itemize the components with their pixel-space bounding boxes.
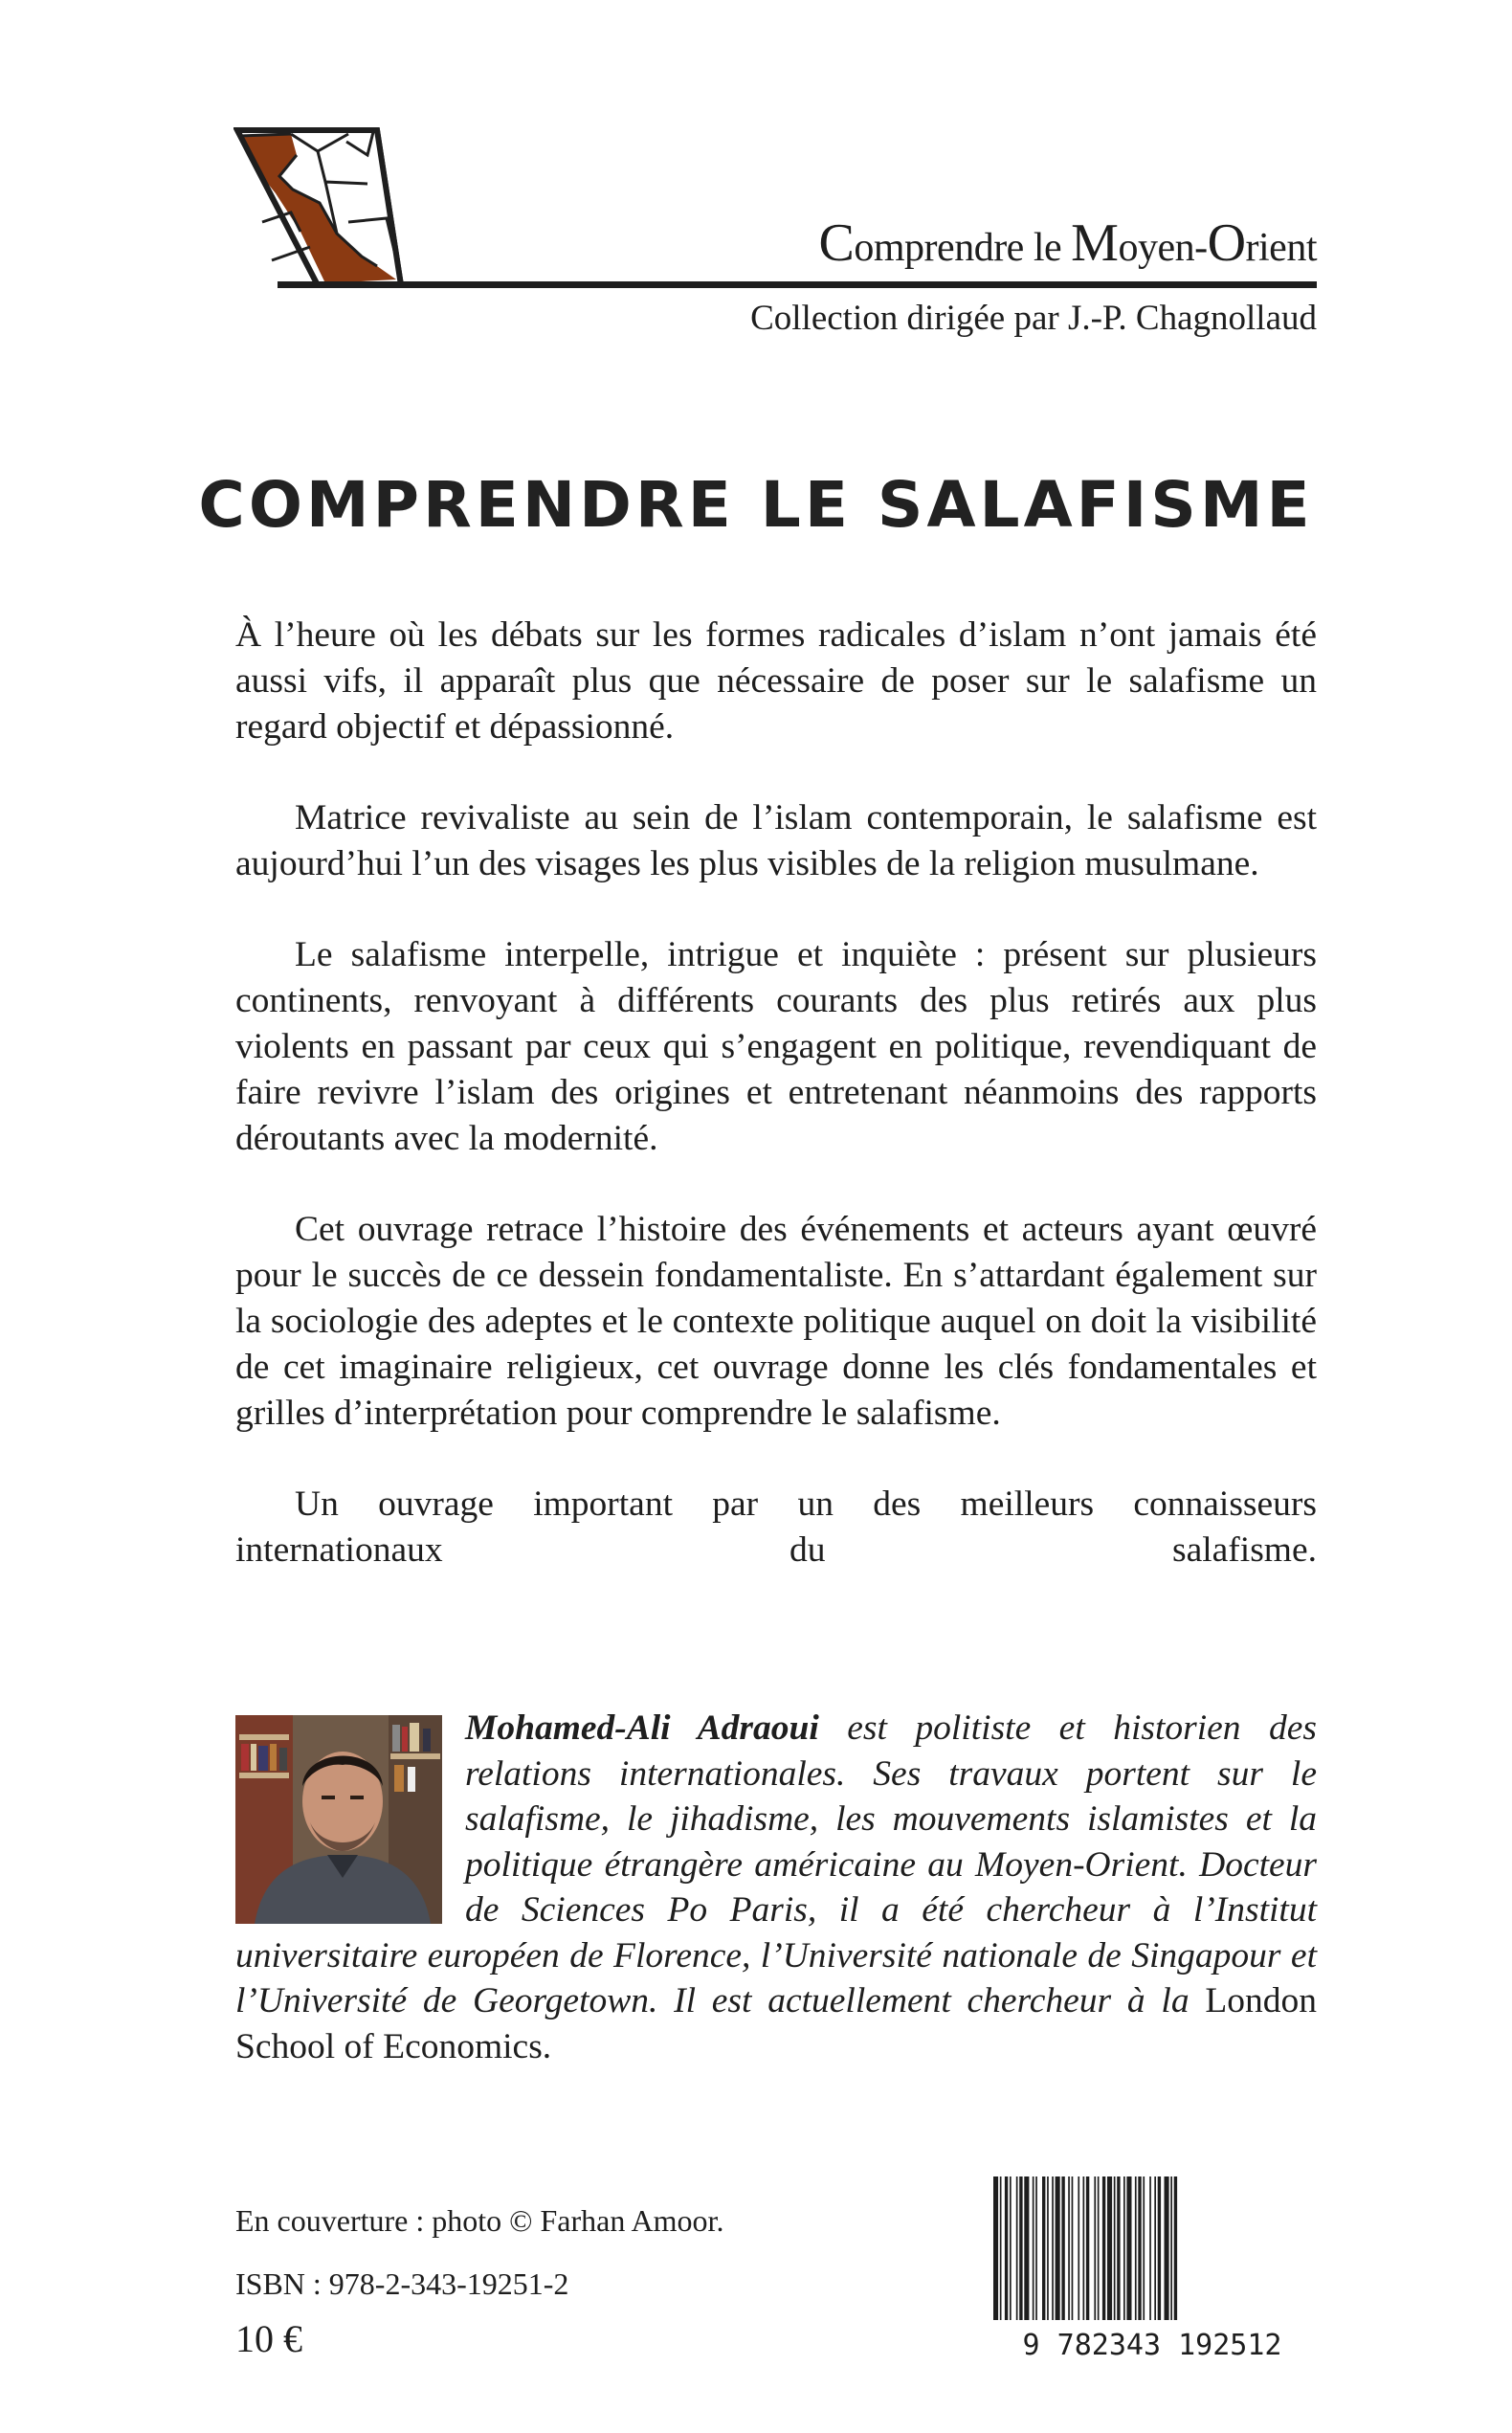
barcode-icon [988, 2176, 1317, 2358]
collection-director: Collection dirigée par J.-P. Chagnollaud [750, 299, 1317, 338]
author-bio [235, 1706, 1317, 2069]
collection-title-part: O [1207, 213, 1246, 273]
author-bio-text: est politiste et historien des relations internationales. Ses travaux portent sur le salafisme, le jihadisme, les mouvements islamistes et la politique étrangère américaine au Moyen-Orient. Docteur de Sciences Po Paris, il a été chercheur à l’Institut universitaire européen de Florence, l’Université nationale de Singapour et l’Université de Georgetown. Il est actuellement chercheur à la [235, 1708, 1317, 2020]
collection-title-part: oyen- [1118, 226, 1208, 270]
author-photo-icon [235, 1715, 442, 1924]
collection-title [819, 214, 1317, 277]
barcode-digits: 9 782343 192512 [1022, 2329, 1282, 2358]
header-rule [278, 281, 1317, 288]
isbn: ISBN : 978-2-343-19251-2 [235, 2266, 569, 2301]
author-institution: London School of Economics. [235, 1981, 1317, 2066]
collection-title-part: omprendre le [854, 226, 1072, 270]
author-name: Mohamed-Ali Adraoui [465, 1708, 819, 1748]
collection-title-part: M [1071, 213, 1119, 273]
blurb-paragraph: Le salafisme interpelle, intrigue et inquiète : présent sur plusieurs continents, renvoyant à différents courants des plus retirés aux plus violents en passant par ceux qui s’engagent en politique, revendiquant de faire revivre l’islam des origines et entretenant néanmoins des rapports déroutants avec la modernité. [235, 935, 1317, 1158]
collection-title-part: rient [1245, 226, 1317, 270]
blurb [235, 613, 1317, 1618]
collection-title-part: C [818, 213, 855, 273]
blurb-paragraph: À l’heure où les débats sur les formes radicales d’islam n’ont jamais été aussi vifs, il apparaît plus que nécessaire de poser sur le salafisme un regard objectif et dépassionné. [235, 615, 1317, 747]
price: 10 € [235, 2317, 302, 2360]
cover-credit: En couverture : photo © Farhan Amoor. [235, 2203, 724, 2238]
blurb-paragraph: Un ouvrage important par un des meilleurs connaisseurs internationaux du salafisme. [235, 1484, 1317, 1570]
blurb-paragraph: Cet ouvrage retrace l’histoire des événements et acteurs ayant œuvré pour le succès de ce dessein fondamentaliste. En s’attardant également sur la sociologie des adeptes et le contexte politique auquel on doit la visibilité de cet imaginaire religieux, cet ouvrage donne les clés fondamentales et grilles d’interprétation pour comprendre le salafisme. [235, 1210, 1317, 1433]
blurb-paragraph: Matrice revivaliste au sein de l’islam contemporain, le salafisme est aujourd’hui l’un des visages les plus visibles de la religion musulmane. [235, 798, 1317, 883]
collection-logo-icon [233, 126, 511, 289]
book-title: COMPRENDRE LE SALAFISME [198, 468, 1314, 542]
